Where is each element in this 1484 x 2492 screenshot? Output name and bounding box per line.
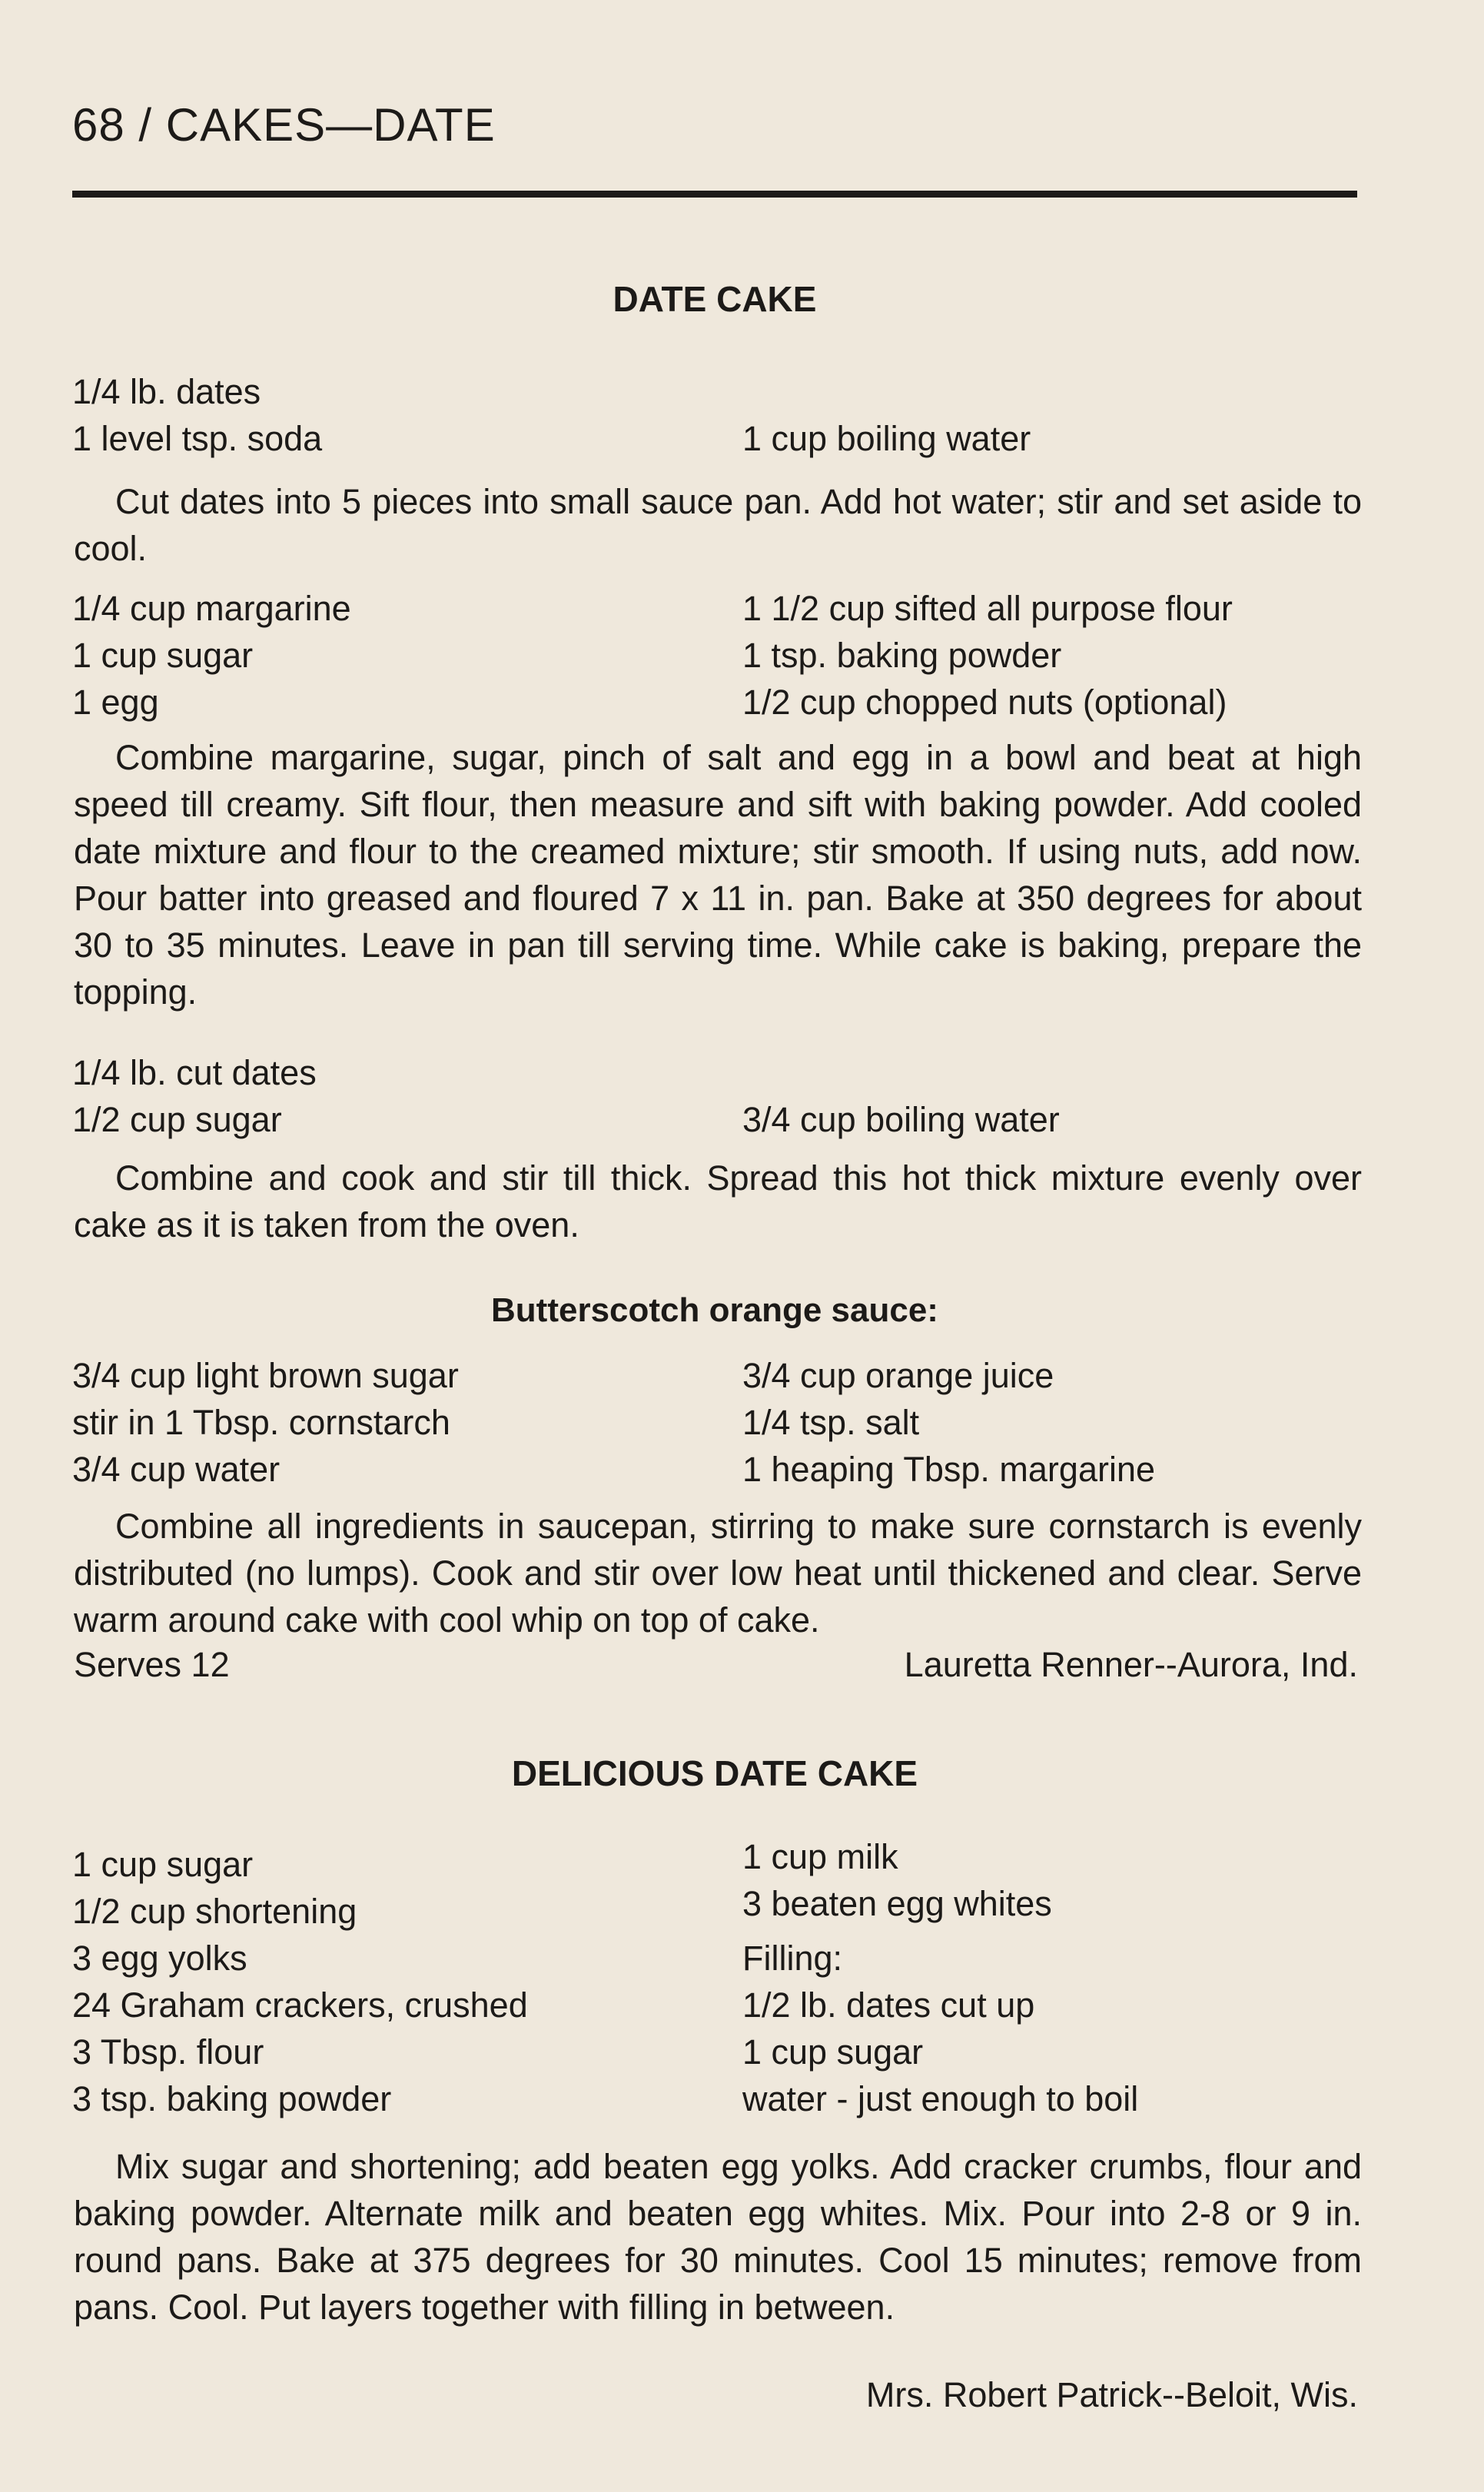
recipe-title-date-cake: DATE CAKE [613, 279, 817, 319]
ingredient: 1/2 cup chopped nuts (optional) [742, 683, 1227, 722]
sauce-subtitle: Butterscotch orange sauce: [491, 1291, 938, 1329]
ingredient: water - just enough to boil [742, 2079, 1139, 2118]
ingredient: 1/2 cup sugar [72, 1100, 282, 1139]
ingredient: 3 Tbsp. flour [72, 2032, 264, 2072]
ingredient: 1 cup boiling water [742, 419, 1031, 458]
filling-label: Filling: [742, 1939, 843, 1978]
ingredient: 3/4 cup orange juice [742, 1356, 1054, 1395]
instruction-paragraph: Combine all ingredients in saucepan, stirring to make sure cornstarch is evenly distributed (no lumps). Cook and stir over low heat until thickened and clear. Serve warm around cake with cool whip on top of cake. [74, 1507, 1362, 1640]
ingredient: 1 egg [72, 683, 159, 722]
ingredient: 3 egg yolks [72, 1939, 247, 1978]
instruction-paragraph: Cut dates into 5 pieces into small sauce pan. Add hot water; stir and set aside to cool. [74, 482, 1362, 568]
header-rule [72, 191, 1357, 198]
serves-note: Serves 12 [74, 1645, 230, 1684]
ingredient: 1 cup sugar [72, 636, 254, 675]
recipe-author: Mrs. Robert Patrick--Beloit, Wis. [865, 2375, 1358, 2414]
ingredient: 1 cup sugar [72, 1845, 254, 1884]
instruction-paragraph: Combine margarine, sugar, pinch of salt and egg in a bowl and beat at high speed till creamy. Sift flour, then measure and sift with baking powder. Add cooled date mixture and flour to the creamed mixture; stir smooth. If using nuts, add now. Pour batter into greased and floured 7 x 11 in. pan. Bake at 350 degrees for about 30 to 35 minutes. Leave in pan till serving time. While cake is baking, prepare the topping. [74, 738, 1362, 1012]
ingredient: 1/4 cup margarine [72, 589, 351, 628]
instruction-paragraph: Mix sugar and shortening; add beaten egg yolks. Add cracker crumbs, flour and baking powder. Alternate milk and beaten egg whites. Mix. Pour into 2-8 or 9 in. round pans. Bake at 375 degrees for 30 minutes. Cool 15 minutes; remove from pans. Cool. Put layers together with filling in between. [74, 2147, 1362, 2327]
ingredient: 1/4 tsp. salt [742, 1403, 920, 1442]
ingredient: 3/4 cup boiling water [742, 1100, 1060, 1139]
ingredient: 1/4 lb. dates [72, 372, 261, 411]
recipe-title-delicious-date-cake: DELICIOUS DATE CAKE [511, 1753, 918, 1793]
ingredient: 3/4 cup water [72, 1450, 281, 1489]
page-header: 68 / CAKES—DATE [72, 99, 496, 151]
ingredient: 1 cup sugar [742, 2032, 924, 2072]
ingredient: 1 1/2 cup sifted all purpose flour [742, 589, 1233, 628]
ingredient: 1/2 lb. dates cut up [742, 1985, 1035, 2025]
ingredient: 3 beaten egg whites [742, 1884, 1052, 1923]
ingredient: 1 heaping Tbsp. margarine [742, 1450, 1156, 1489]
ingredient: 1 level tsp. soda [72, 419, 323, 458]
ingredient: 1/2 cup shortening [72, 1892, 357, 1931]
instruction-paragraph: Combine and cook and stir till thick. Spread this hot thick mixture evenly over cake as it is taken from the oven. [74, 1158, 1362, 1244]
ingredient: stir in 1 Tbsp. cornstarch [72, 1403, 450, 1442]
ingredient: 3 tsp. baking powder [72, 2079, 392, 2118]
recipe-author: Lauretta Renner--Aurora, Ind. [904, 1645, 1358, 1684]
ingredient: 3/4 cup light brown sugar [72, 1356, 459, 1395]
ingredient: 1 tsp. baking powder [742, 636, 1062, 675]
ingredient: 24 Graham crackers, crushed [72, 1985, 528, 2025]
ingredient: 1 cup milk [742, 1837, 898, 1876]
ingredient: 1/4 lb. cut dates [72, 1053, 317, 1092]
